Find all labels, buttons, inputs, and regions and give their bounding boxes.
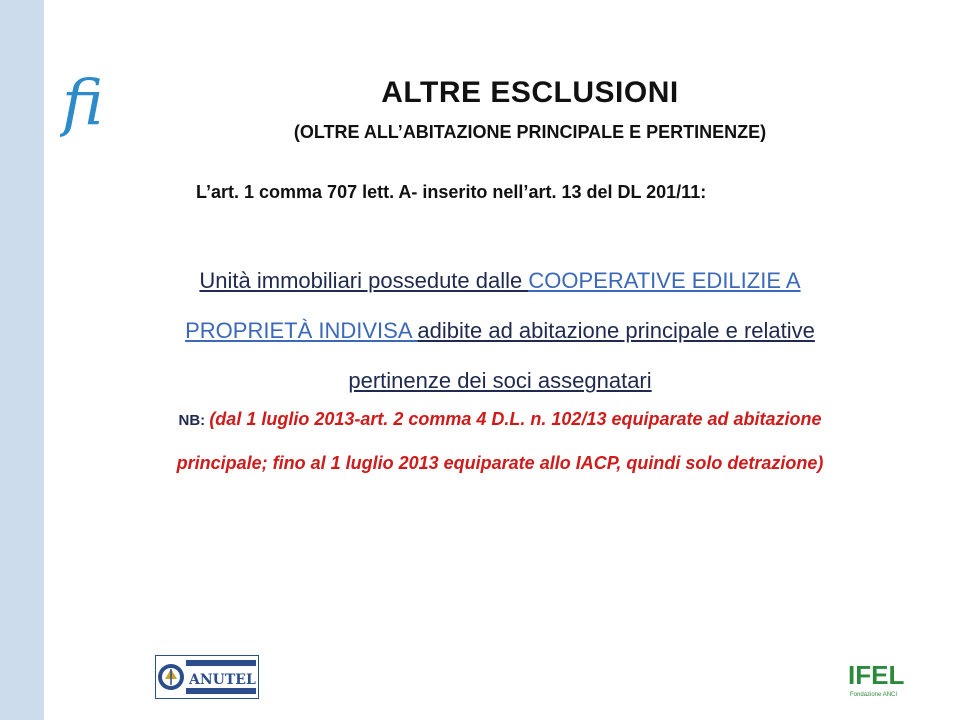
note-block [150, 398, 850, 484]
main-text-part1: Unità immobiliari possedute dalle [199, 268, 529, 293]
main-statement [150, 256, 850, 406]
anutel-logo-icon [155, 655, 259, 699]
svg-text:IFEL: IFEL [848, 660, 905, 690]
note-text: (dal 1 luglio 2013-art. 2 comma 4 D.L. n. 102/13 equiparate ad abitazione principale; fino al 1 luglio 2013 equiparate allo IACP, quindi solo detrazione) [176, 409, 824, 473]
svg-text:Fondazione ANCI: Fondazione ANCI [850, 692, 898, 698]
main-text-part3: adibite ad abitazione principale e relative pertinenze dei soci assegnatari [348, 318, 815, 393]
note-label: NB: [178, 412, 210, 429]
law-reference: L’art. 1 comma 707 lett. A- inserito nell’art. 13 del DL 201/11: [196, 182, 707, 202]
slide-subtitle: (OLTRE ALL’ABITAZIONE PRINCIPALE E PERTINENZE) [293, 122, 767, 142]
main-text-highlight: COOPERATIVE EDILIZIE A PROPRIETÀ INDIVISA [185, 268, 801, 343]
svg-text:fi: fi [62, 68, 104, 138]
ifel-logo-icon [846, 654, 906, 700]
slide-title: ALTRE ESCLUSIONI [381, 76, 679, 109]
svg-text:ANUTEL: ANUTEL [189, 672, 256, 688]
